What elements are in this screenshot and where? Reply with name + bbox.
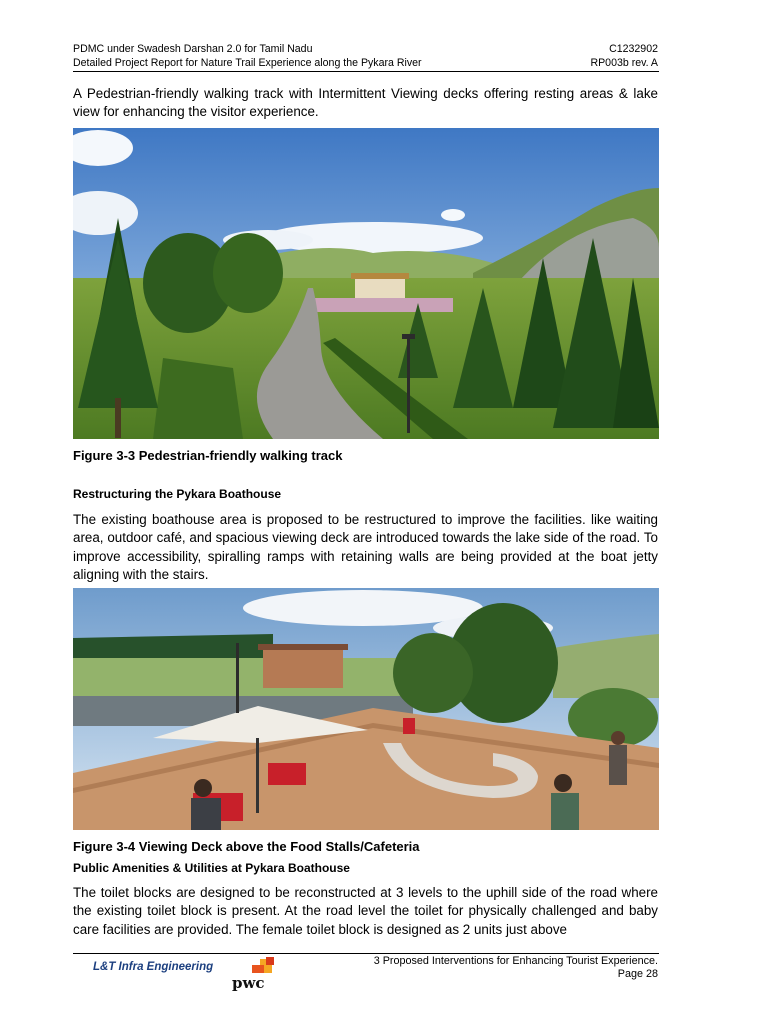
header-left xyxy=(73,43,422,70)
footer-divider xyxy=(73,953,659,954)
figure-viewing-deck-image xyxy=(73,588,659,830)
pwc-logo-text: pwc xyxy=(232,974,265,992)
section-heading-boathouse: Restructuring the Pykara Boathouse xyxy=(73,487,282,501)
viewing-deck-illustration xyxy=(73,588,659,830)
header-right xyxy=(590,43,658,70)
footer-right xyxy=(374,955,658,981)
footer-chapter-title: 3 Proposed Interventions for Enhancing Tourist Experience. xyxy=(373,955,658,967)
section-heading-amenities: Public Amenities & Utilities at Pykara Boathouse xyxy=(73,861,350,875)
boathouse-paragraph: The existing boathouse area is proposed to be restructured to improve the facilities. like waiting area, outdoor café, and spacious viewing deck are introduced towards the lake side of the road. To improve accessibility, spiralling ramps with retaining walls are being provided at the boat jetty aligning with the stairs. xyxy=(73,512,658,582)
walking-track-illustration xyxy=(73,128,659,439)
figure-caption-3-3: Figure 3-3 Pedestrian-friendly walking track xyxy=(73,448,343,463)
header-project-title: PDMC under Swadesh Darshan 2.0 for Tamil Nadu xyxy=(73,43,313,55)
figure-caption-3-4: Figure 3-4 Viewing Deck above the Food Stalls/Cafeteria xyxy=(73,839,420,854)
footer-page-number: Page 28 xyxy=(617,968,658,980)
header-report-title: Detailed Project Report for Nature Trail Experience along the Pykara River xyxy=(73,56,422,69)
amenities-paragraph: The toilet blocks are designed to be reconstructed at 3 levels to the uphill side of the road where the existing toilet block is present. At the road level the toilet for physically challenged and baby care facilities are provided. The female toilet block is designed as 2 units just above xyxy=(73,885,658,937)
figure-walking-track-image xyxy=(73,128,659,439)
pwc-logo xyxy=(232,957,280,993)
intro-paragraph: A Pedestrian-friendly walking track with Intermittent Viewing decks offering resting areas & lake view for enhancing the visitor experience. xyxy=(73,86,658,120)
header-doc-code: C1232902 xyxy=(609,43,658,55)
lt-infra-logo: L&T Infra Engineering xyxy=(93,961,214,973)
header-revision: RP003b rev. A xyxy=(590,56,658,69)
header-divider xyxy=(73,71,659,72)
pwc-logo-mark-icon xyxy=(232,957,280,975)
